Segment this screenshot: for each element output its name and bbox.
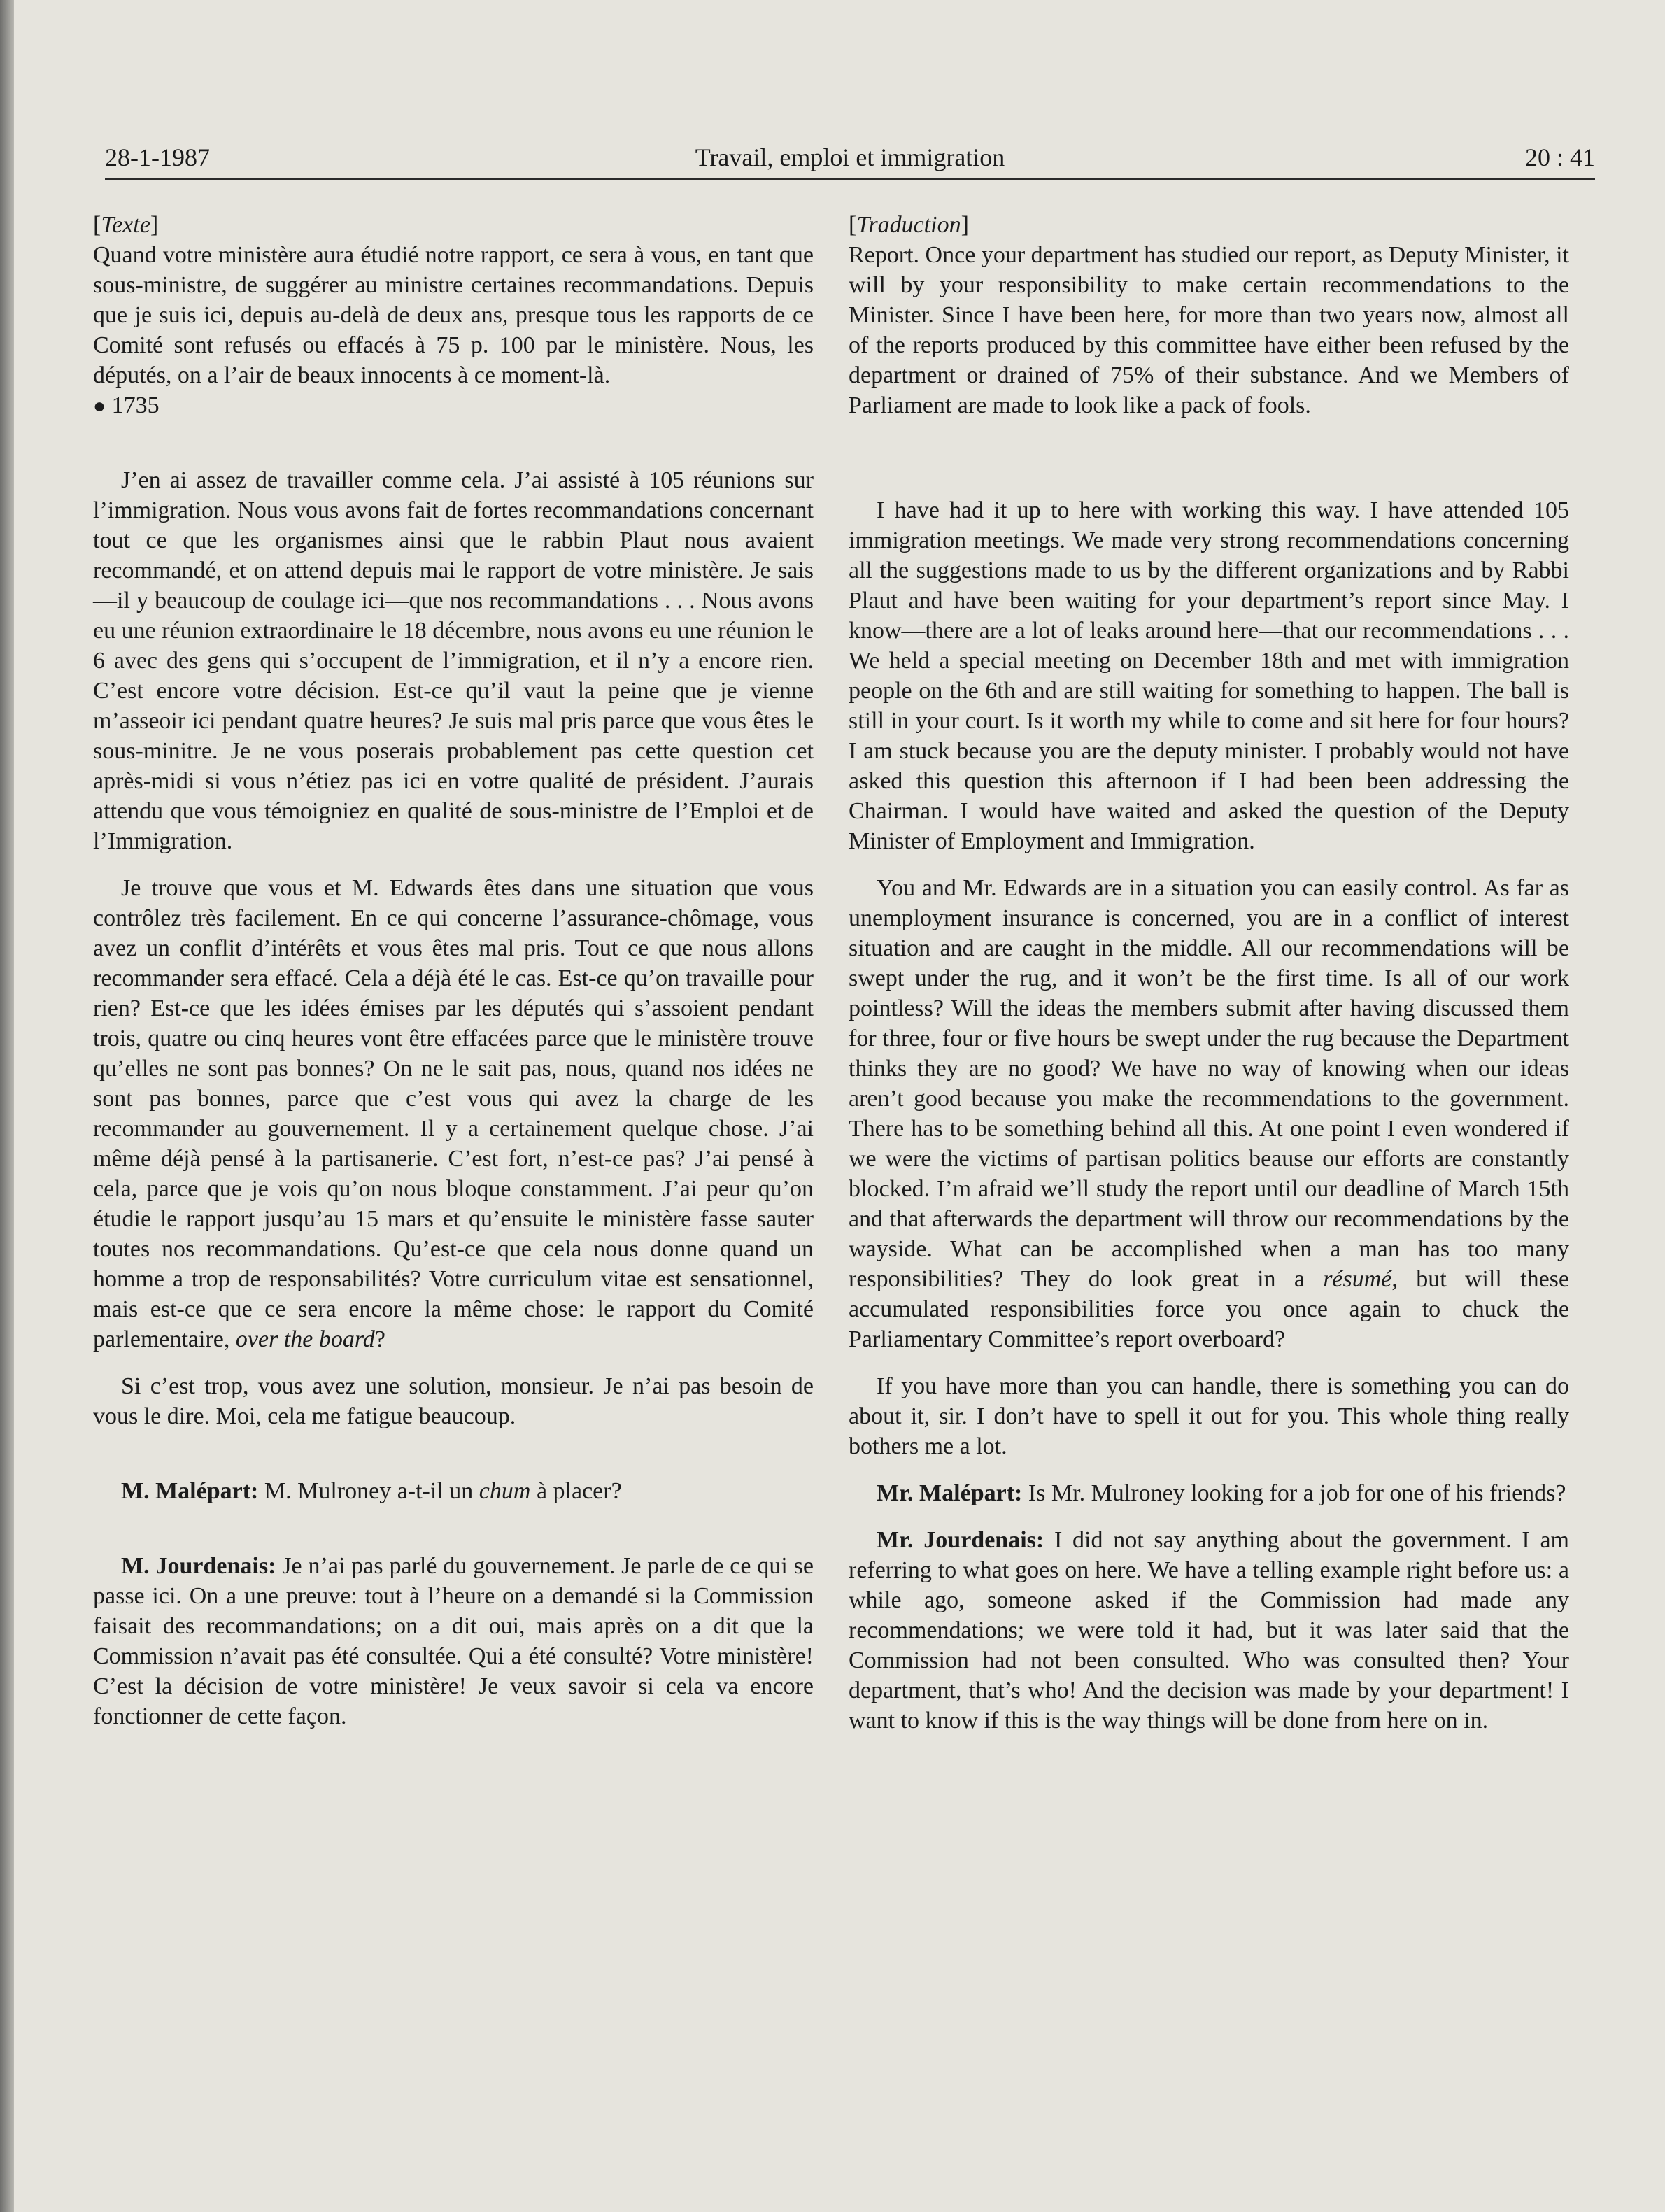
- english-paragraph-2: I have had it up to here with working this way. I have attended 105 immigration meetings. We made very strong recommendations concerning all the suggestions made to us by the different organizations and by Rabbi Plaut and have been waiting for your department’s report since May. I know—there are a lot of leaks around here—that our recommendations . . . We held a special meeting on December 18th and met with immigration people on the 6th and are still waiting for something to happen. The ball is still in your court. Is it worth my while to come and sit here for four hours? I am stuck because you are the deputy minister. I probably would not have asked this question this afternoon if I had been been addressing the Chairman. I would have waited and asked the question of the Deputy Minister of Employment and Immigration.: [849, 497, 1569, 854]
- speaker-name: Mr. Jourdenais:: [877, 1527, 1044, 1553]
- speaker-name: Mr. Malépart:: [877, 1480, 1023, 1506]
- speech-text: Je n’ai pas parlé du gouvernement. Je parle de ce qui se passe ici. On a une preuve: tout à l’heure on a demandé si la Commission faisait des recommandations; on a dit oui, mais après on a dit que la Commission n’avait pas été consultée. Qui a été consulté? Votre ministère! C’est la décision de votre ministère! Je veux savoir si cela va encore fonctionner de cette façon.: [93, 1553, 814, 1729]
- header-date: 28-1-1987: [105, 143, 210, 171]
- page-edge: [0, 0, 14, 2212]
- speech-text: I did not say anything about the government. I am referring to what goes on here. We have a telling example right before us: a while ago, someone asked if the Commission had made any recommendations; we were told it had, but it was later said that the Commission had not been consulted. Who was consulted then? Your department, that’s who! And the decision was made by your department! I want to know if this is the way things will be done from here on in.: [849, 1527, 1569, 1734]
- english-paragraph-1: Report. Once your department has studied our report, as Deputy Minister, it will by your responsibility to make certain recommendations to the Minister. Since I have been here, for more than two years now, almost all of the reports produced by this committee have either been refused by the department or drained of 75% of their substance. And we Members of Parliament are made to look like a pack of fools.: [849, 242, 1569, 418]
- speaker-name: M. Jourdenais:: [121, 1553, 276, 1579]
- english-section-heading: [Traduction]: [849, 212, 969, 238]
- french-section-heading: [Texte]: [93, 212, 159, 238]
- english-paragraph-3-end: , but will these accumulated responsibilities force you once again to chuck the Parliamentary Committee’s report overboard?: [849, 1266, 1569, 1352]
- french-speaker-malepart: [93, 1476, 814, 1506]
- french-paragraph-3-italic: over the board: [235, 1326, 375, 1352]
- time-stamp: [93, 390, 814, 420]
- english-speaker-malepart: [849, 1478, 1569, 1508]
- french-paragraph-1: Quand votre ministère aura étudié notre rapport, ce sera à vous, en tant que sous-ministre, de suggérer au ministre certaines recommandations. Depuis que je suis ici, depuis au-delà de deux ans, presque tous les rapports de ce Comité sont refusés ou effacés à 75 p. 100 par le ministère. Nous, les députés, on a l’air de beaux innocents à ce moment-là.: [93, 242, 814, 388]
- english-paragraph-3-italic: résumé: [1323, 1266, 1392, 1292]
- english-speaker-jourdenais: [849, 1525, 1569, 1736]
- french-paragraph-3-end: ?: [374, 1326, 385, 1352]
- french-paragraph-4: Si c’est trop, vous avez une solution, monsieur. Je n’ai pas besoin de vous le dire. Moi, cela me fatigue beaucoup.: [93, 1373, 814, 1429]
- speech-end: à placer?: [530, 1478, 622, 1504]
- english-paragraph-3: [849, 873, 1569, 1354]
- french-paragraph-3: [93, 873, 814, 1354]
- header-page-number: 20 : 41: [1524, 143, 1595, 171]
- english-heading-text: Traduction: [856, 212, 961, 238]
- french-paragraph-2: J’en ai assez de travailler comme cela. J’ai assisté à 105 réunions sur l’immigration. Nous vous avons fait de fortes recommandations concernant tout ce que les organismes ainsi que le rabbin Plaut nous avaient recommandé, et on attend depuis mai le rapport de votre ministère. Je sais—il y beaucoup de coulage ici—que nos recommandations . . . Nous avons eu une réunion extraordinaire le 18 décembre, nous avons eu une réunion le 6 avec des gens qui s’occupent de l’immigration, et il n’y a encore rien. C’est encore votre décision. Est-ce qu’il vaut la peine que je vienne m’asseoir ici pendant quatre heures? Je suis mal pris parce que vous êtes le sous-minitre. Je ne vous poserais probablement pas cette question cet après-midi si vous n’étiez pas ici en votre qualité de président. J’aurais attendu que vous témoigniez en qualité de sous-ministre de l’Emploi et de l’Immigration.: [93, 467, 814, 854]
- speaker-name: M. Malépart:: [121, 1478, 259, 1504]
- english-paragraph-4: If you have more than you can handle, there is something you can do about it, sir. I don’t have to spell it out for you. This whole thing really bothers me a lot.: [849, 1373, 1569, 1459]
- bullet-icon: ●: [93, 395, 106, 418]
- english-column: [849, 210, 1569, 1736]
- speech-text: M. Mulroney a-t-il un: [258, 1478, 479, 1504]
- header-title: Travail, emploi et immigration: [695, 143, 1005, 171]
- french-speaker-jourdenais: [93, 1551, 814, 1731]
- english-paragraph-3-text: You and Mr. Edwards are in a situation you can easily control. As far as unemployment insurance is concerned, you are in a conflict of interest situation and are caught in the middle. All our recommendations will be swept under the rug, and it won’t be the first time. Is all of our work pointless? Will the ideas the members submit after having discussed them for three, four or five hours be swept under the rug because the Department thinks they are no good? We have no way of knowing when our ideas aren’t good because you make the recommendations to the government. There has to be something behind all this. At one point I even wondered if we were the victims of partisan politics beause our efforts are constantly blocked. I’m afraid we’ll study the report until our deadline of March 15th and that afterwards the department will throw our recommendations by the wayside. What can be accomplished when a man has too many responsibilities? They do look great in a: [849, 875, 1569, 1292]
- french-paragraph-3-text: Je trouve que vous et M. Edwards êtes dans une situation que vous contrôlez très facilement. En ce qui concerne l’assurance-chômage, vous avez un conflit d’intérêts et vous êtes mal pris. Tout ce que nous allons recommander sera effacé. Cela a déjà été le cas. Est-ce qu’on travaille pour rien? Est-ce que les idées émises par les députés qui s’assoient pendant trois, quatre ou cinq heures vont être effacées parce que le ministère trouve qu’elles ne sont pas bonnes? On ne le sait pas, nous, quand nos idées ne sont pas bonnes, parce que c’est vous qui avez la charge de les recommander au gouvernement. Il y a certainement quelque chose. J’ai même déjà pensé à la partisanerie. C’est fort, n’est-ce pas? J’ai pensé à cela, parce que je vois qu’on nous bloque constamment. J’ai peur qu’on étudie le rapport jusqu’au 15 mars et qu’ensuite le ministère fasse sauter toutes nos recommandations. Qu’est-ce que cela nous donne quand un homme a trop de responsabilités? Votre curriculum vitae est sensationnel, mais est-ce que ce sera encore la même chose: le rapport du Comité parlementaire,: [93, 875, 814, 1352]
- french-column: [93, 210, 814, 1731]
- speech-text: Is Mr. Mulroney looking for a job for one of his friends?: [1022, 1480, 1566, 1506]
- time-stamp-text: 1735: [111, 392, 160, 418]
- french-heading-text: Texte: [101, 212, 150, 238]
- speech-italic: chum: [479, 1478, 531, 1504]
- running-header: [105, 137, 1595, 180]
- english-stamp-spacer: [849, 420, 1569, 451]
